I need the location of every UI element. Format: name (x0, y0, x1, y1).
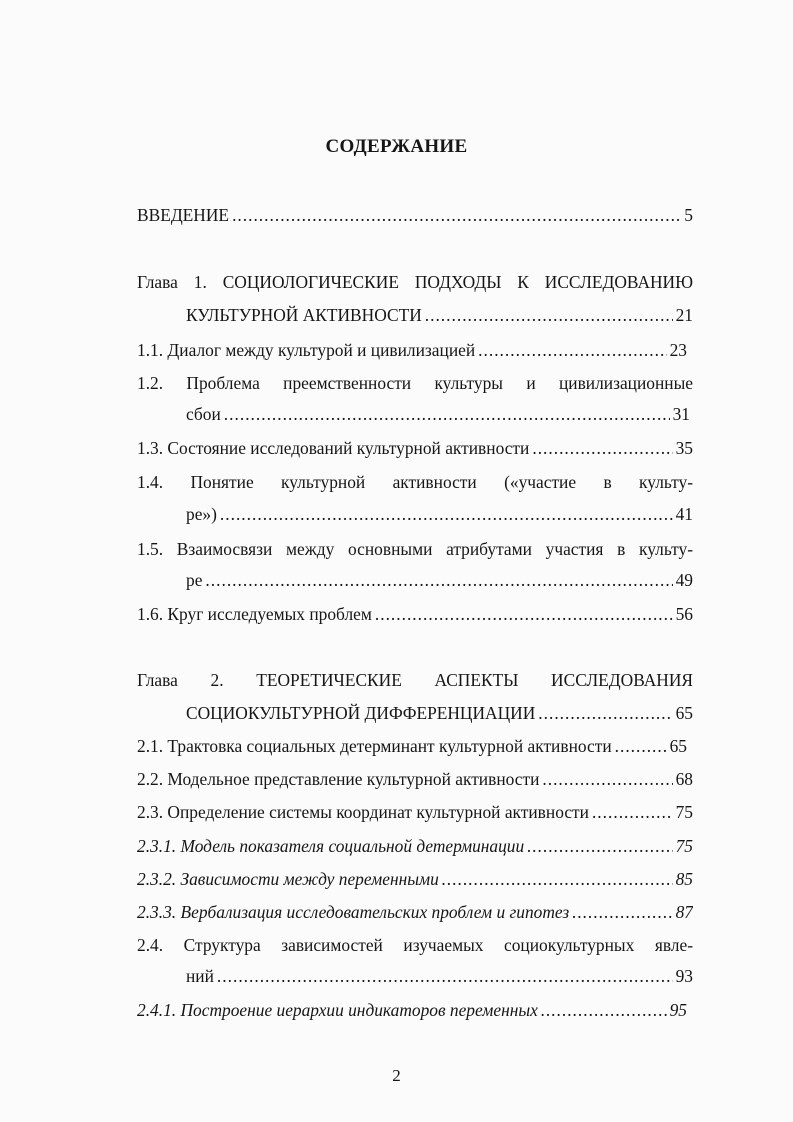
chapter-2-heading: Глава 2. ТЕОРЕТИЧЕСКИЕ АСПЕКТЫ ИССЛЕДОВАНИЯ (137, 670, 693, 690)
toc-page-number: 68 (675, 769, 693, 789)
toc-label: ВВЕДЕНИЕ (137, 205, 230, 225)
toc-label: ре (186, 570, 203, 590)
toc-label: ний (186, 966, 214, 986)
dot-leader (542, 768, 672, 790)
toc-entry-2-4-cont (186, 965, 693, 987)
dot-leader (224, 403, 670, 425)
toc-page-number: 31 (672, 404, 690, 424)
page-number: 2 (392, 1066, 401, 1085)
toc-entry-2-3-1 (137, 835, 693, 857)
dot-leader (205, 569, 672, 591)
toc-page-number: 65 (675, 703, 693, 723)
toc-label: 2.3.2. Зависимости между переменными (137, 869, 439, 889)
toc-entry-2-1 (137, 735, 687, 757)
toc-page-number: 23 (669, 340, 687, 360)
toc-label: 1.1. Диалог между культурой и цивилизацией (137, 340, 476, 360)
dot-leader (527, 835, 672, 857)
toc-page-number: 56 (675, 604, 693, 624)
toc-page-number: 65 (669, 736, 687, 756)
toc-page-number: 95 (669, 1000, 687, 1020)
dot-leader (615, 735, 667, 757)
toc-entry-1-4: 1.4. Понятие культурной активности («участие в культу- (137, 472, 693, 492)
toc-page-number: 35 (675, 438, 693, 458)
toc-entry-1-3 (137, 437, 693, 459)
toc-entry-2-4: 2.4. Структура зависимостей изучаемых социокультурных явле- (137, 935, 693, 955)
toc-page-number: 85 (675, 869, 693, 889)
dot-leader (592, 801, 673, 823)
toc-entry-2-3-2 (137, 868, 693, 890)
toc-page-number: 41 (675, 504, 693, 524)
toc-label: сбои (186, 404, 221, 424)
toc-label: 2.3.3. Вербализация исследовательских проблем и гипотез (137, 902, 570, 922)
toc-label: 2.1. Трактовка социальных детерминант культурной активности (137, 736, 612, 756)
toc-label: 1.6. Круг исследуемых проблем (137, 604, 372, 624)
toc-entry-2-4-1 (137, 999, 687, 1021)
toc-label: 2.4.1. Построение иерархии индикаторов переменных (137, 1000, 538, 1020)
chapter-1-heading-cont (186, 304, 693, 326)
toc-entry-1-2: 1.2. Проблема преемственности культуры и цивилизационные (137, 373, 693, 393)
toc-entry-2-2 (137, 768, 693, 790)
toc-label: 2.2. Модельное представление культурной активности (137, 769, 540, 789)
toc-entry-2-3-3 (137, 901, 693, 923)
dot-leader (541, 999, 667, 1021)
dot-leader (232, 204, 681, 226)
dot-leader (532, 437, 672, 459)
toc-label: 2.3.1. Модель показателя социальной детерминации (137, 836, 525, 856)
dot-leader (442, 868, 673, 890)
toc-page-number: 75 (675, 802, 693, 822)
toc-label: ре») (186, 504, 217, 524)
dot-leader (375, 603, 673, 625)
toc-page-number: 49 (675, 570, 693, 590)
toc-entry-1-4-cont (186, 503, 693, 525)
chapter-1-heading: Глава 1. СОЦИОЛОГИЧЕСКИЕ ПОДХОДЫ К ИССЛЕДОВАНИЮ (137, 272, 693, 292)
toc-entry-1-6 (137, 603, 693, 625)
toc-entry-1-2-cont (186, 403, 690, 425)
toc-page-number: 87 (675, 902, 693, 922)
toc-entry-1-5: 1.5. Взаимосвязи между основными атрибутами участия в культу- (137, 539, 693, 559)
toc-label: КУЛЬТУРНОЙ АКТИВНОСТИ (186, 305, 422, 325)
toc-page-number: 5 (684, 205, 693, 225)
chapter-2-heading-cont (186, 702, 693, 724)
toc-entry-2-3 (137, 801, 693, 823)
toc-page-number: 93 (675, 966, 693, 986)
dot-leader (478, 339, 666, 361)
toc-page-number: 21 (675, 305, 693, 325)
dot-leader (217, 965, 673, 987)
toc-label: 2.3. Определение системы координат культурной активности (137, 802, 589, 822)
toc-page-number: 75 (675, 836, 693, 856)
dot-leader (538, 702, 672, 724)
toc-entry-1-1 (137, 339, 687, 361)
toc-label: 1.3. Состояние исследований культурной активности (137, 438, 530, 458)
dot-leader (425, 304, 673, 326)
dot-leader (572, 901, 672, 923)
page-title: СОДЕРЖАНИЕ (325, 136, 468, 157)
toc-entry-intro (137, 204, 693, 226)
dot-leader (220, 503, 673, 525)
toc-entry-1-5-cont (186, 569, 693, 591)
toc-label: СОЦИОКУЛЬТУРНОЙ ДИФФЕРЕНЦИАЦИИ (186, 703, 536, 723)
